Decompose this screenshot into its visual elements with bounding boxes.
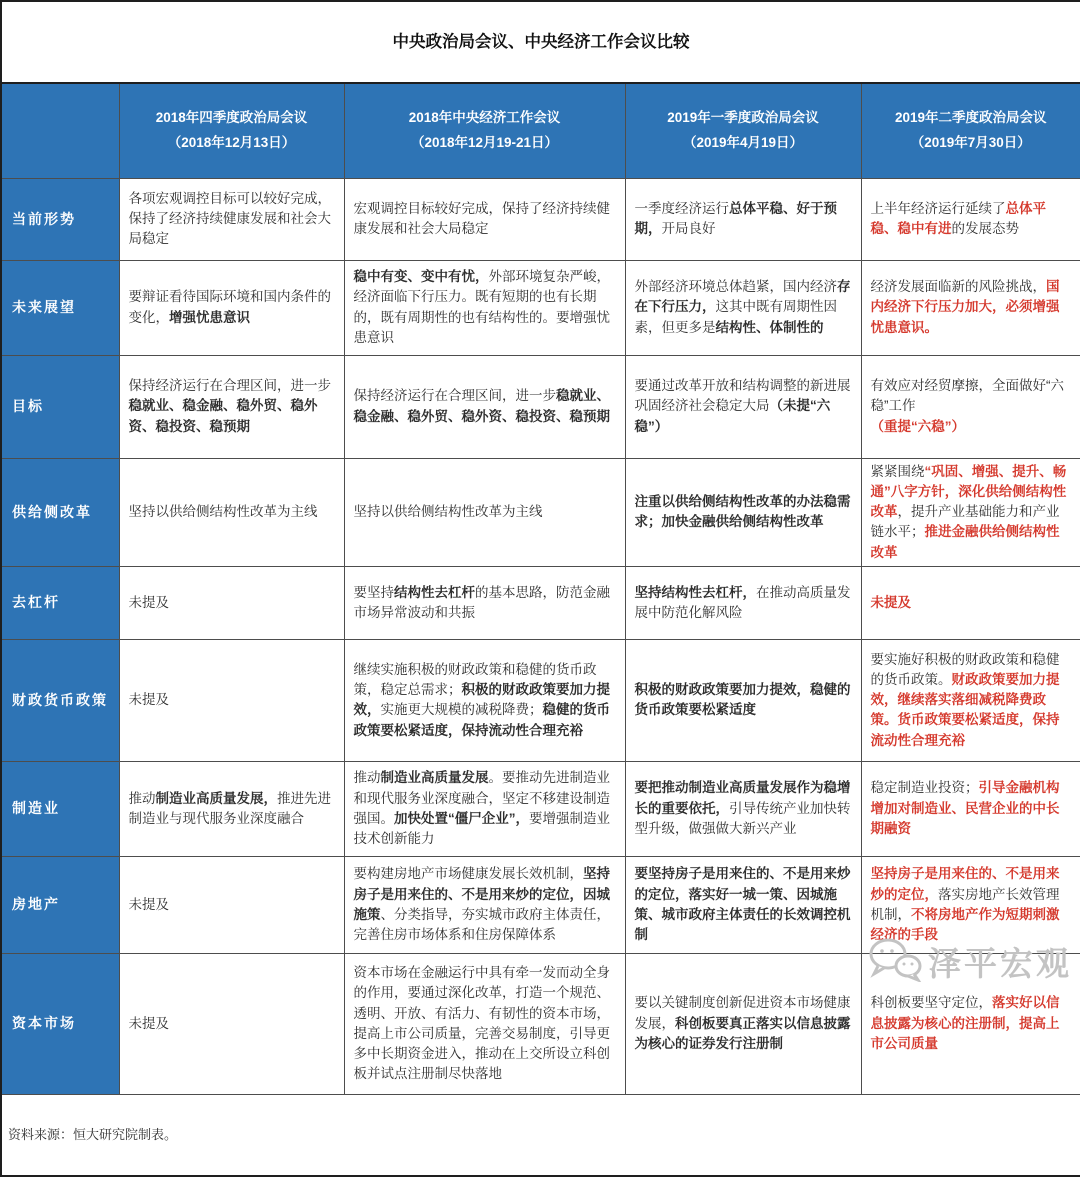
- corner-cell: [1, 83, 119, 178]
- cell: 积极的财政政策要加力提效，稳健的货币政策要松紧适度: [625, 639, 861, 761]
- cell: 继续实施积极的财政政策和稳健的货币政策，稳定总需求；积极的财政政策要加力提效，实施更大规模的减税降费；稳健的货币政策要松紧适度，保持流动性合理充裕: [344, 639, 625, 761]
- cell: 宏观调控目标较好完成，保持了经济持续健康发展和社会大局稳定: [344, 178, 625, 260]
- row-label: 未来展望: [1, 260, 119, 355]
- cell: 稳中有变、变中有忧，外部环境复杂严峻，经济面临下行压力。既有短期的也有长期的，既有周期性的也有结构性的。要增强忧患意识: [344, 260, 625, 355]
- table-row: [1, 355, 1080, 458]
- table-foot: [1, 1094, 1080, 1176]
- cell: 一季度经济运行总体平稳、好于预期，开局良好: [625, 178, 861, 260]
- cell: 外部经济环境总体趋紧，国内经济存在下行压力，这其中既有周期性因素，但更多是结构性、体制性的: [625, 260, 861, 355]
- cell: 推动制造业高质量发展，推进先进制造业与现代服务业深度融合: [119, 761, 344, 856]
- cell: 资本市场在金融运行中具有牵一发而动全身的作用，要通过深化改革，打造一个规范、透明、开放、有活力、有韧性的资本市场，提高上市公司质量，完善交易制度，引导更多中长期资金进入，推动在上交所设立科创板并试点注册制尽快落地: [344, 953, 625, 1094]
- column-header-line2: （2019年7月30日）: [910, 134, 1031, 150]
- source-note: 资料来源：恒大研究院制表。: [1, 1094, 1080, 1176]
- cell: 推动制造业高质量发展。要推动先进制造业和现代服务业深度融合，坚定不移建设制造强国。加快处置“僵尸企业”，要增强制造业技术创新能力: [344, 761, 625, 856]
- column-header-2018q4: [119, 83, 344, 178]
- column-header-line2: （2018年12月13日）: [167, 134, 296, 150]
- cell: 要通过改革开放和结构调整的新进展巩固经济社会稳定大局（未提“六稳”）: [625, 355, 861, 458]
- header-row: [1, 83, 1080, 178]
- column-header-line1: 2019年二季度政治局会议: [895, 109, 1047, 125]
- cell: 要构建房地产市场健康发展长效机制，坚持房子是用来住的、不是用来炒的定位，因城施策、分类指导，夯实城市政府主体责任，完善住房市场体系和住房保障体系: [344, 856, 625, 953]
- table-row: [1, 458, 1080, 566]
- cell: 坚持结构性去杠杆，在推动高质量发展中防范化解风险: [625, 566, 861, 639]
- column-header-line1: 2018年四季度政治局会议: [155, 109, 308, 125]
- column-header-line1: 2018年中央经济工作会议: [408, 109, 561, 125]
- cell: 未提及: [119, 639, 344, 761]
- cell: 稳定制造业投资；引导金融机构增加对制造业、民营企业的中长期融资: [861, 761, 1080, 856]
- column-header-line2: （2019年4月19日）: [682, 134, 804, 150]
- cell: 经济发展面临新的风险挑战，国内经济下行压力加大，必须增强忧患意识。: [861, 260, 1080, 355]
- title-row: [1, 1, 1080, 83]
- watermark-text: 泽平宏观: [928, 945, 1072, 982]
- page-title: 中央政治局会议、中央经济工作会议比较: [1, 1, 1080, 83]
- table-row: [1, 856, 1080, 953]
- cell: 要坚持结构性去杠杆的基本思路，防范金融市场异常波动和共振: [344, 566, 625, 639]
- cell: 未提及: [861, 566, 1080, 639]
- column-header-2019q1: [625, 83, 861, 178]
- cell: 要辩证看待国际环境和国内条件的变化，增强忧患意识: [119, 260, 344, 355]
- table-row: [1, 761, 1080, 856]
- row-label: 目标: [1, 355, 119, 458]
- table-row: [1, 260, 1080, 355]
- table-head-body: [1, 1, 1080, 178]
- table-row: [1, 178, 1080, 260]
- cell: 要把推动制造业高质量发展作为稳增长的重要依托，引导传统产业加快转型升级，做强做大新兴产业: [625, 761, 861, 856]
- column-header-line1: 2019年一季度政治局会议: [667, 109, 819, 125]
- cell: 紧紧围绕“巩固、增强、提升、畅通”八字方针，深化供给侧结构性改革，提升产业基础能力和产业链水平；推进金融供给侧结构性改革: [861, 458, 1080, 566]
- cell: 要坚持房子是用来住的、不是用来炒的定位，落实好一城一策、因城施策、城市政府主体责任的长效调控机制: [625, 856, 861, 953]
- row-label: 制造业: [1, 761, 119, 856]
- row-label: 供给侧改革: [1, 458, 119, 566]
- column-header-cewc2018: [344, 83, 625, 178]
- row-label: 资本市场: [1, 953, 119, 1094]
- cell: 要实施好积极的财政政策和稳健的货币政策。财政政策要加力提效，继续落实落细减税降费政策。货币政策要松紧适度，保持流动性合理充裕: [861, 639, 1080, 761]
- row-label: 财政货币政策: [1, 639, 119, 761]
- cell: 保持经济运行在合理区间，进一步稳就业、稳金融、稳外贸、稳外资、稳投资、稳预期: [344, 355, 625, 458]
- row-label: 当前形势: [1, 178, 119, 260]
- cell: 保持经济运行在合理区间，进一步稳就业、稳金融、稳外贸、稳外资、稳投资、稳预期: [119, 355, 344, 458]
- cell: 未提及: [119, 566, 344, 639]
- cell: 科创板要坚守定位，落实好以信息披露为核心的注册制，提高上市公司质量: [861, 953, 1080, 1094]
- row-label: 去杠杆: [1, 566, 119, 639]
- cell: 坚持以供给侧结构性改革为主线: [119, 458, 344, 566]
- table-row: [1, 639, 1080, 761]
- column-header-2019q2: [861, 83, 1080, 178]
- cell: 有效应对经贸摩擦，全面做好“六稳”工作 （重提“六稳”）: [861, 355, 1080, 458]
- cell: 坚持以供给侧结构性改革为主线: [344, 458, 625, 566]
- row-label: 房地产: [1, 856, 119, 953]
- footer-row: [1, 1094, 1080, 1176]
- cell: 要以关键制度创新促进资本市场健康发展，科创板要真正落实以信息披露为核心的证券发行注册制: [625, 953, 861, 1094]
- cell: 未提及: [119, 856, 344, 953]
- cell: 坚持房子是用来住的、不是用来炒的定位，落实房地产长效管理机制，不将房地产作为短期刺激经济的手段: [861, 856, 1080, 953]
- cell: 未提及: [119, 953, 344, 1094]
- table-row: [1, 566, 1080, 639]
- cell: 各项宏观调控目标可以较好完成，保持了经济持续健康发展和社会大局稳定: [119, 178, 344, 260]
- cell: 上半年经济运行延续了总体平稳、稳中有进的发展态势: [861, 178, 1080, 260]
- table-row: [1, 953, 1080, 1094]
- column-header-line2: （2018年12月19-21日）: [410, 134, 559, 150]
- table-body: [1, 178, 1080, 1094]
- cell: 注重以供给侧结构性改革的办法稳需求；加快金融供给侧结构性改革: [625, 458, 861, 566]
